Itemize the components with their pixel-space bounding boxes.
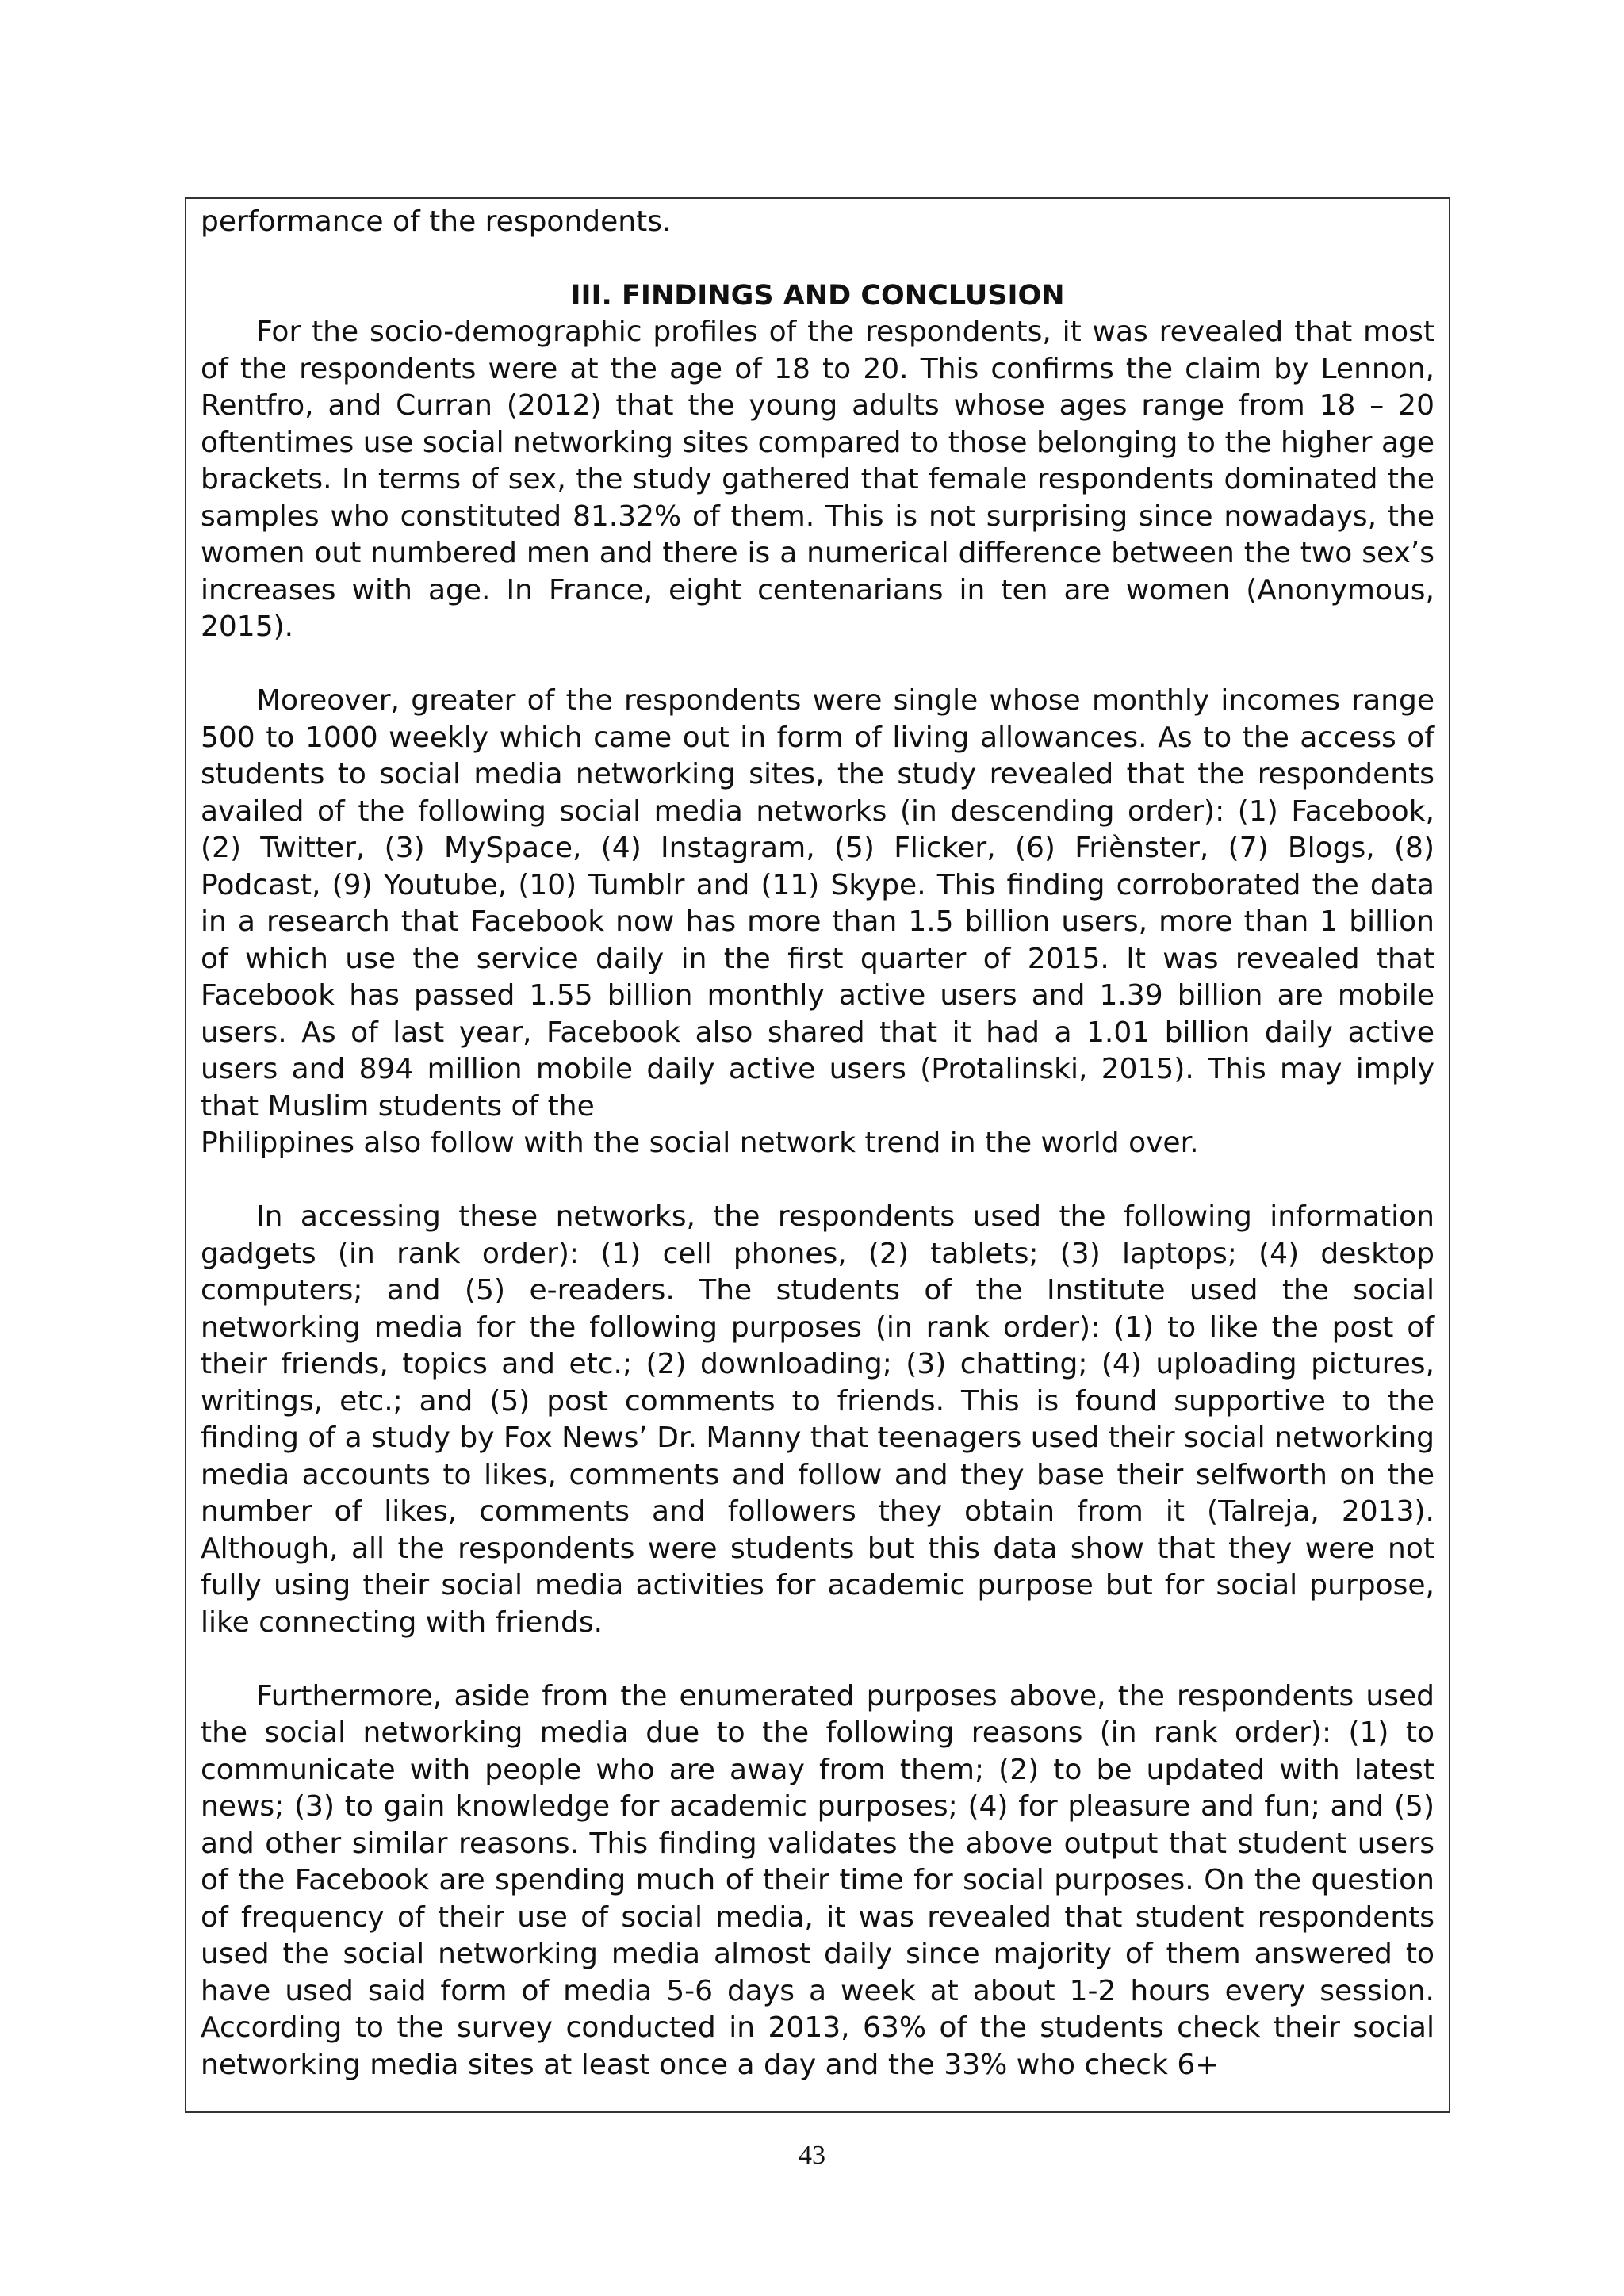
paragraph-demographics: For the socio-demographic profiles of the respondents, it was revealed that most of the respondents were at the age of 18 to 20. This confirms the claim by Lennon, Rentfro, and Curran (2012) that the young adults whose ages range from 18 – 20 oftentimes use social networking sites compared to those belonging to the higher age brackets. In terms of sex, the study gathered that female respondents dominated the samples who constituted 81.32% of them. This is not surprising since nowadays, the women out numbered men and there is a numerical difference between the two sex’s increases with age. In France, eight centenarians in ten are women (Anonymous, 2015).	[201, 316, 1434, 643]
paragraph-access-tail: Philippines also follow with the social network trend in the world over.	[201, 1127, 1199, 1159]
content-frame	[185, 197, 1450, 2113]
paragraph-reasons-frequency: Furthermore, aside from the enumerated purposes above, the respondents used the social networking media due to the following reasons (in rank order): (1) to communicate with people who are away from them; (2) to be updated with latest news; (3) to gain knowledge for academic purposes; (4) for pleasure and fun; and (5) and other similar reasons. This finding validates the above output that student users of the Facebook are spending much of their time for social purposes. On the question of frequency of their use of social media, it was revealed that student respondents used the social networking media almost daily since majority of them answered to have used said form of media 5-6 days a week at about 1-2 hours every session. According to the survey conducted in 2013, 63% of the students check their social networking media sites at least once a day and the 33% who check 6+	[201, 1679, 1434, 2081]
paragraph-gadgets-purposes: In accessing these networks, the respondents used the following information gadgets (in rank order): (1) cell phones, (2) tablets; (3) laptops; (4) desktop computers; and (5) e-readers. The students of the Institute used the social networking media for the following purposes (in rank order): (1) to like the post of their friends, topics and etc.; (2) downloading; (3) chatting; (4) uploading pictures, writings, etc.; and (5) post comments to friends. This is found supportive to the finding of a study by Fox News’ Dr. Manny that teenagers used their social networking media accounts to likes, comments and follow and they base their selfworth on the number of likes, comments and followers they obtain from it (Talreja, 2013). Although, all the respondents were students but this data show that they were not fully using their social media activities for academic purpose but for social purpose, like connecting with friends.	[201, 1200, 1434, 1639]
section-heading: III. FINDINGS AND CONCLUSION	[570, 279, 1065, 312]
continuation-text: performance of the respondents.	[201, 205, 672, 238]
page-number: 43	[799, 2141, 825, 2170]
paragraph-access: Moreover, greater of the respondents were single whose monthly incomes range 500 to 1000 weekly which came out in form of living allowances. As to the access of students to social media networking sites, the study revealed that the respondents availed of the following social media networks (in descending order): (1) Facebook, (2) Twitter, (3) MySpace, (4) Instagram, (5) Flicker, (6) Friènster, (7) Blogs, (8) Podcast, (9) Youtube, (10) Tumblr and (11) Skype. This finding corroborated the data in a research that Facebook now has more than 1.5 billion users, more than 1 billion of which use the service daily in the first quarter of 2015. It was revealed that Facebook has passed 1.55 billion monthly active users and 1.39 billion are mobile users. As of last year, Facebook also shared that it had a 1.01 billion daily active users and 894 million mobile daily active users (Protalinski, 2015). This may imply that Muslim students of the	[201, 684, 1434, 1123]
